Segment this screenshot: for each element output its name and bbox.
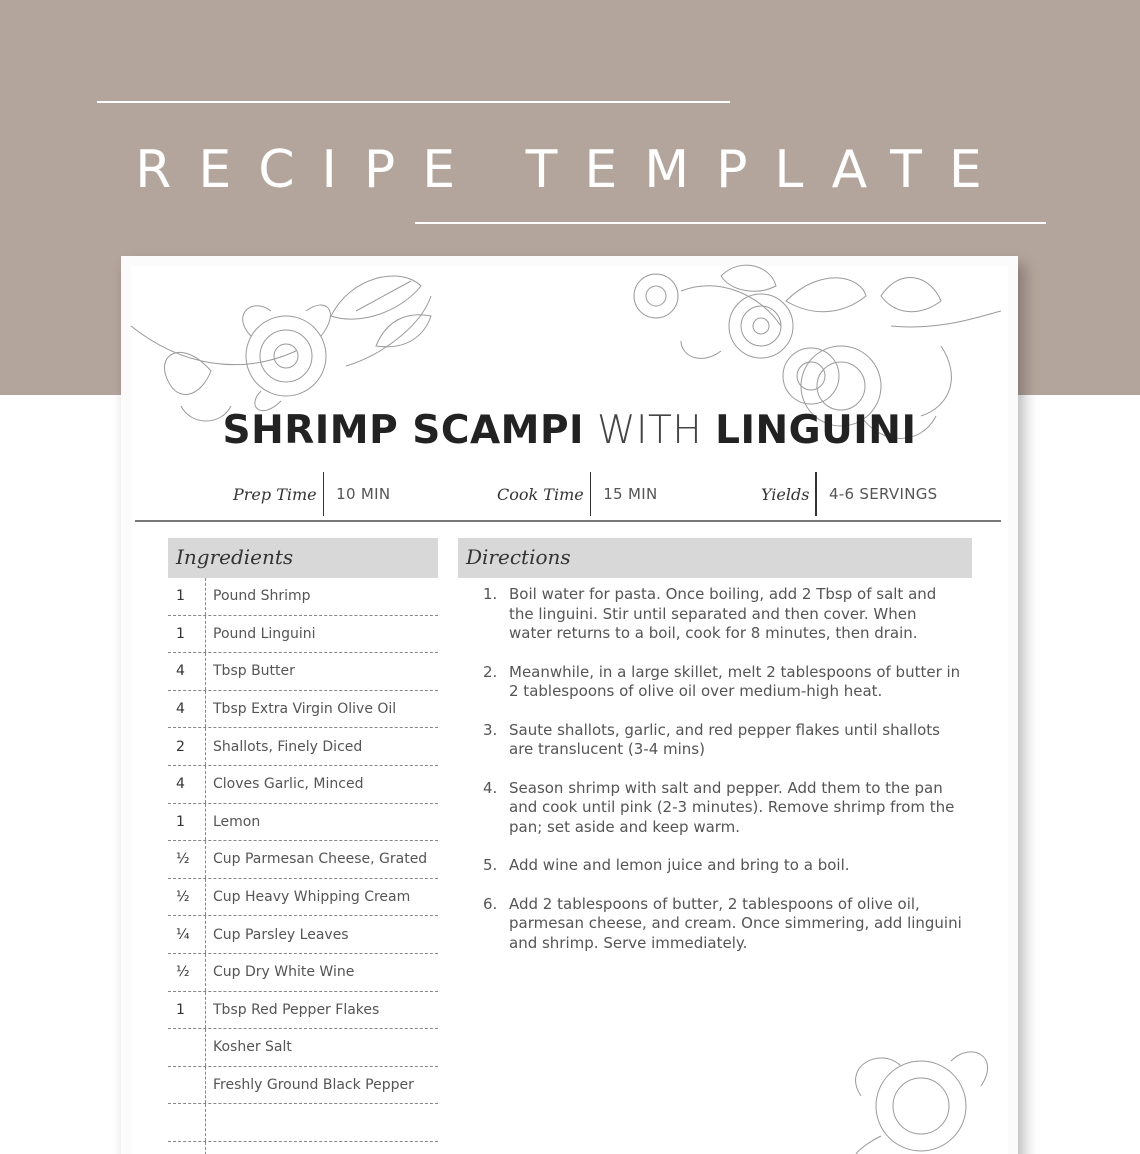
direction-step (483, 663, 963, 702)
ingredient-quantity: 1 (168, 992, 206, 1029)
ingredient-name: Freshly Ground Black Pepper (213, 1077, 414, 1094)
ingredients-list (168, 578, 438, 1154)
header-divider (135, 520, 1001, 522)
ingredient-quantity (168, 1067, 206, 1104)
direction-step (483, 895, 963, 954)
recipe-title (121, 408, 1018, 453)
ingredient-row (168, 992, 438, 1030)
ingredient-row (168, 691, 438, 729)
ingredient-name: Tbsp Butter (213, 663, 295, 680)
floral-left-icon (131, 276, 431, 421)
direction-step-number: 5. (483, 856, 498, 874)
cook-time (497, 476, 657, 512)
ingredient-row (168, 804, 438, 842)
direction-step-text: Boil water for pasta. Once boiling, add 2 Tbsp of salt and the linguini. Stir until separated and then cover. When water returns to a boil, cook for 8 minutes, then drain. (509, 585, 937, 642)
recipe-title-part3: LINGUINI (715, 408, 917, 453)
ingredient-quantity: 1 (168, 578, 206, 615)
direction-step-text: Add 2 tablespoons of butter, 2 tablespoons of olive oil, parmesan cheese, and cream. Once simmering, add linguini and shrimp. Serve immediately. (509, 894, 962, 952)
ingredient-name: Cloves Garlic, Minced (213, 776, 364, 793)
direction-step-number: 2. (483, 662, 498, 681)
cook-time-value: 15 MIN (603, 485, 658, 503)
direction-step-text: Saute shallots, garlic, and red pepper flakes until shallots are translucent (3-4 mins) (509, 720, 940, 758)
ingredient-name: Cup Heavy Whipping Cream (213, 889, 411, 906)
ingredient-name: Tbsp Extra Virgin Olive Oil (213, 701, 397, 718)
ingredient-name: Shallots, Finely Diced (213, 738, 363, 755)
ingredient-row (168, 879, 438, 917)
prep-time-separator (323, 472, 325, 516)
ingredient-row (168, 766, 438, 804)
recipe-sheet (121, 256, 1018, 1154)
cook-time-separator (590, 472, 592, 516)
yields (761, 476, 937, 512)
ingredient-row (168, 841, 438, 879)
ingredient-row (168, 1104, 438, 1142)
ingredient-quantity (168, 1104, 206, 1141)
prep-time-value: 10 MIN (336, 485, 391, 503)
ingredient-name: Pound Linguini (213, 625, 316, 642)
direction-step-text: Add wine and lemon juice and bring to a boil. (509, 856, 850, 874)
ingredient-row (168, 653, 438, 691)
ingredient-row (168, 578, 438, 616)
ingredient-quantity: 4 (168, 653, 206, 690)
ingredient-name: Tbsp Red Pepper Flakes (213, 1001, 380, 1018)
ingredient-row (168, 616, 438, 654)
ingredient-quantity (168, 1142, 206, 1154)
direction-step (483, 856, 963, 876)
directions-list (483, 585, 963, 972)
yields-value: 4-6 SERVINGS (828, 485, 938, 503)
banner-title: RECIPE TEMPLATE (135, 140, 1009, 200)
yields-separator (815, 472, 817, 516)
direction-step-number: 4. (483, 778, 498, 797)
cook-time-label: Cook Time (497, 484, 584, 504)
ingredient-quantity: 1 (168, 804, 206, 841)
direction-step-text: Meanwhile, in a large skillet, melt 2 tablespoons of butter in 2 tablespoons of olive oil over medium-high heat. (509, 662, 961, 700)
ingredient-quantity: 2 (168, 728, 206, 765)
ingredient-quantity: 4 (168, 766, 206, 803)
direction-step-number: 6. (483, 894, 498, 913)
ingredient-row (168, 728, 438, 766)
prep-time (233, 476, 390, 512)
ingredient-row (168, 916, 438, 954)
direction-step-number: 1. (483, 585, 498, 603)
ingredients-heading: Ingredients (168, 538, 438, 578)
ingredient-row (168, 954, 438, 992)
ingredient-quantity: ¼ (168, 916, 206, 953)
ingredient-name: Lemon (213, 813, 261, 830)
direction-step-text: Season shrimp with salt and pepper. Add them to the pan and cook until pink (2-3 minutes). Remove shrimp from the pan; set aside and keep warm. (509, 778, 955, 836)
ingredient-quantity: ½ (168, 954, 206, 991)
ingredient-name: Pound Shrimp (213, 588, 311, 605)
ingredient-quantity (168, 1029, 206, 1066)
ingredient-name: Kosher Salt (213, 1039, 292, 1056)
direction-step (483, 779, 963, 838)
directions-heading: Directions (458, 538, 972, 578)
direction-step (483, 721, 963, 760)
recipe-title-part2: WITH (596, 408, 703, 453)
ingredient-quantity: 1 (168, 616, 206, 653)
ingredient-name: Cup Parmesan Cheese, Grated (213, 851, 428, 868)
recipe-title-part1: SHRIMP SCAMPI (222, 408, 585, 453)
ingredient-quantity: ½ (168, 879, 206, 916)
ingredient-quantity: ½ (168, 841, 206, 878)
ingredient-row (168, 1067, 438, 1105)
ingredient-row (168, 1029, 438, 1067)
ingredient-name: Cup Parsley Leaves (213, 926, 349, 943)
direction-step-number: 3. (483, 720, 498, 739)
yields-label: Yields (761, 484, 810, 504)
ingredient-quantity: 4 (168, 691, 206, 728)
direction-step (483, 585, 963, 644)
floral-bottom-icon (856, 1052, 988, 1154)
prep-time-label: Prep Time (233, 484, 317, 504)
ingredient-name: Cup Dry White Wine (213, 964, 355, 981)
banner-rule-top (97, 101, 730, 103)
banner-rule-bottom (415, 222, 1046, 224)
ingredient-row (168, 1142, 438, 1154)
